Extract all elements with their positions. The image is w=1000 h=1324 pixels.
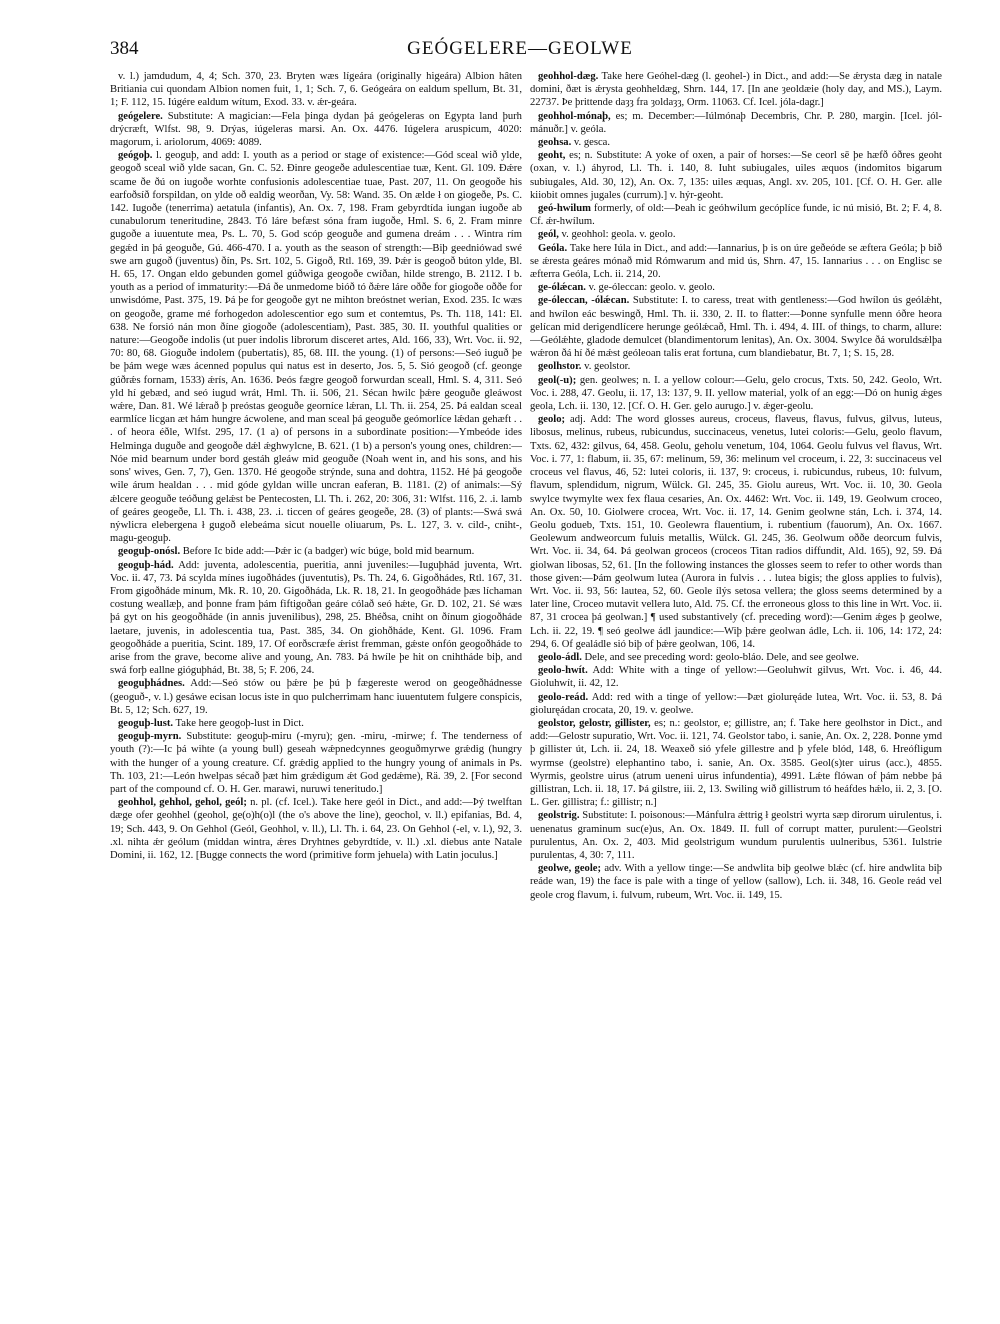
dictionary-entry: [110, 70, 522, 110]
dictionary-entry: [530, 374, 942, 414]
dictionary-entry: [530, 228, 942, 241]
running-head: GEÓGELERE—GEOLWE: [407, 38, 633, 59]
entry-headword: geolo-hwít.: [538, 665, 588, 677]
dictionary-entry: [530, 651, 942, 664]
entry-text: gen. geolwes; n. I. a yellow colour:—Gelu, gelo crocus, Txts. 50, 242. Geolo, Wrt. Voc. i. 288, 47. Geolu, ii. 17, 13: 137, 9. II. yellow material, yolk of an egg:—Dó on hunig ǽges geola, Lch. ii. 130, 12. [Cf. O. H. Ger. gelo aurugo.] v. ǽger-geolu.: [530, 374, 942, 413]
entry-headword: geohsa.: [538, 137, 572, 149]
dictionary-entry: [530, 413, 942, 651]
dictionary-entry: [530, 136, 942, 149]
entry-text: n. pl. (cf. Icel.). Take here geól in Dict., and add:—Þý twelftan dæge ofer geohhel (geohol, ge(o)h(o)l (the o's above the line), geochol, v. ll.) epifanias, Bd. 4, 19; Sch. 443, 9. On Gehhol (Geól, Geohhol, v. ll.), Ll. Th. i. 64, 23. On Gehhol (-el, v. l.), 92, 3. .xl. nihta ǽr geólum (middan wintra, ǽres Dryhtnes gebyrdtíde, v. ll.) .xl. diebus ante Natale Domini, ii. 162, 12. [Bugge connects the word (primitive form jehuela) with Latin joculus.]: [110, 797, 522, 861]
entry-text: Substitute: I. to caress, treat with gentleness:—God hwílon ús geólǽht, and hwílon eác beswingð, Hml. Th. ii. 330, 2. II. to flatter:—Þonne synfulle menn óðre heora gelícan mid derigendlícere herunge geólǽcað, Hml. Th. i. 494, 4. III. of things, to charm, allure:—Geólǽhte, gladode demulcet (blandimentorum lenitas), An. Ox. 3004. Swylce ðá woruldsǽlþa wǽron ðá hí ðé mǽst geóleoan talis erat fortuna, cum blandiebatur, Bt. 7, 1; S. 15, 28.: [530, 295, 942, 360]
entry-headword: geolo-reád.: [538, 691, 589, 703]
dictionary-entry: [530, 110, 942, 136]
entry-headword: geó-hwilum: [538, 203, 591, 215]
dictionary-entry: [530, 281, 942, 294]
entry-headword: geógoþ.: [118, 150, 153, 162]
entry-text: Before Ic bide add:—Þǽr ic (a badger) wíc búge, bold mid bearnum.: [182, 546, 475, 558]
entry-text: Take here Iúla in Dict., and add:—Iannarius, þ is on úre geðeóde se æftera Geóla; þ bið se ǽresta geáres mónað mid Rómwarum and mid ús, Shrn. 47, 15. Iannarius . . . on Englisc se æfterra Geóla, Lch. ii. 214, 20.: [530, 242, 942, 281]
entry-text: v. l.) jamdudum, 4, 4; Sch. 370, 23. Bryten wæs lígeára (originally higeára) Albion hâten Britiania cui quondam Albion nomen fuit, 1, 1; Sch. 7, 6. Geógeára on ealdum spellum, Bt. 31, 1; F. 112, 15. Iúgére ealdum wítum, Exod. 33. v. ǽr-geára.: [110, 71, 522, 109]
page-number: 384: [110, 38, 139, 59]
entry-text: Substitute: I. poisonous:—Mánfulra ǽttrig ł geolstri wyrta sæp dirorum uirulentus, i. uenenatus graminum suc(e)us, An. Ox. 1849. II. full of corrupt matter, purulent:—Geolstri purulentus, An. Ox. 2, 403. Mid geolstrigum wundum purulentis uulneribus, 5361. Iulstrie purulentas, 4, 30: 7, 111.: [530, 810, 942, 861]
page-header: [110, 38, 930, 68]
dictionary-entry: [530, 202, 942, 228]
entry-text: v. gesca.: [573, 137, 611, 149]
entry-headword: geol(-u);: [538, 374, 577, 386]
dictionary-entry: [530, 70, 942, 110]
entry-headword: geógelere.: [118, 110, 163, 122]
entry-headword: geoguþ-hád.: [118, 559, 174, 571]
dictionary-entry: [530, 717, 942, 809]
left-column: [110, 70, 522, 1290]
entry-text: formerly, of old:—Þeah ic geóhwilum gecóplíce funde, ic nú misió, Bt. 2; F. 4, 8. Cf. ǽr-hwílum.: [530, 203, 942, 228]
entry-headword: geoguþhádnes.: [118, 678, 185, 690]
entry-headword: geohhol-mónaþ,: [538, 110, 611, 122]
dictionary-entry: [110, 149, 522, 545]
entry-text: adv. With a yellow tinge:—Se andwlita biþ geolwe blǽc (cf. hire andwlita biþ reáde wan, 19) the face is pale with a tinge of yellow (sallow), Lch. ii. 348, 16. Geole reád vel geole crog flavum, i. fulvum, rubeum, Wrt. Voc. ii. 149, 15.: [530, 863, 942, 901]
dictionary-entry: [530, 691, 942, 717]
dictionary-entry: [110, 677, 522, 717]
entry-headword: geolo-ádl.: [538, 651, 582, 663]
entry-headword: ge-ólǽcan.: [538, 282, 586, 294]
dictionary-entry: [110, 545, 522, 558]
entry-text: Add:—Seó stów ou þǽre þe þú þ fægereste werod on geogeðhádnesse (geoguð-, v. l.) gesáwe ecisan locus iste in quo pulcherrimam hanc iuuentutem fulgere conspicis, Bt. 5, 12; Sch. 627, 19.: [110, 678, 522, 716]
entry-text: Take here Geóhel-dæg (l. geohel-) in Dict., and add:—Se ǽrysta dæg in natale domini, ðæt is ǽrysta geohheldæg, Shrn. 144, 17. [In ane ȝeoldæie (holy day, and MS.), Laym. 22737. Þe þrittende daȝȝ fra ȝoldaȝȝ, Orm. 11063. Cf. Icel. jóla-dagr.]: [530, 71, 942, 109]
entry-text: es; m. December:—Iúlmónaþ Decembris, Chr. P. 280, margin. [Icel. jól-mánuðr.] v. geóla.: [530, 110, 942, 135]
dictionary-entry: [530, 360, 942, 373]
dictionary-entry: [530, 294, 942, 360]
entry-headword: geolhstor.: [538, 361, 582, 373]
entry-text: Dele, and see preceding word: geolo-bláo. Dele, and see geolwe.: [584, 651, 859, 663]
entry-text: es; n.: geolstor, e; gillistre, an; f. Take here geolhstor in Dict., and add:—Gelostr supuratio, Wrt. Voc. ii. 121, 74. Geolstor tabo, i. sanie, An. Ox. 2, 228. Þonne ymd þ gillister út, Lch. ii. 24, 18. Weaxeð sió yfele gillestre and þ yfele blód, 148, 6. Hreófligum wyrmse (geolstre) elephantino tabo, i. sanie, An. Ox. 3585. Geol(s)ter uirus (acc.), 4855. Wyrmis, geolstre uirus (atrum ueneni uirus infundentia), 4991. Lǽte flówan of þám nebbe þá gillistran, Lch. ii. 18, 17. Þá gilstre, iii. 2, 13. Swiling wið gillistrum tó heáfdes hǽlo, ii. 2, 3. [O. L. Ger. gillistra; f.: gillistr; n.]: [530, 717, 942, 809]
entry-text: Take here geogoþ-lust in Dict.: [175, 717, 304, 729]
dictionary-entry: [530, 149, 942, 202]
entry-text: Add: juventa, adolescentia, pueritia, anni juveniles:—Iuguþhád juventa, Wrt. Voc. ii. 47, 73. Þá scylda mínes iugoðhádes (juventutis), Ps. Th. 24, 6. Gigoðhádes, Rtl. 167, 31. From gigoðháde minum, Mk. R. 10, 20. Gigoðháda, Lk. R. 18, 21. In geogoðháde þæs líchaman costung weallæþ, and þonne fram þám fiftigoðan geáre cólað seó hǽte, Gr. D. 102, 21. Sé wæs þá gyt on his geogoðháde (in annis juvenilibus), 298, 25. Bhéðsa, cniht on ðínum giogoðháde laetare, juvenis, in adolescentia tua, Past. 385, 34. On giohðháde, Kent. Gl. 1096. Fram geogoðháde a pueritia, Scint. 189, 17. Of eorðscræfe ǽrist fremman, gǽste onfón geogoðháde to arise from the grave, become alive and young, An. 783. Þá hwíle þe hit on cnihtháde biþ, and swá forþ eallne gióguþhád, Bt. 38, 5; F. 206, 24.: [110, 559, 522, 677]
entry-text: adj. Add: The word glosses aureus, croceus, flaveus, flavus, fulvus, gilvus, luteus, libosus, melinus, rubeus, rubicundus, succinaceus, venetus, lutei coloris:—Gelu, geolo flavum, Txts. 62, 432: gilvus, 64, 458. Geolu, geholu venetum, 104, 1064. Geolu fulvus vel flavus, Wrt. Voc. i. 77, 1: flabum, ii. 35, 67: melinum, 59, 36: melinum vel croceum, i. 22, 3: succinaceus vel croceus vel flavus, 46, 52: lutei coloris, ii. 137, 9: croceus, i. rubicundus, rubeus, 10: fulvum, flavum, splendidum, nigrum, Wülck. Gl. 245, 35. Giolu aureus, Wrt. Voc. ii. 10, 30. Geola swylce twymylte wex fex flaua cesaries, An. Ox. 4462: Wrt. Voc. ii. 149, 19. Geolwum croceo, An. Ox. 50, 10. Giolwere crocea, Wrt. Voc. ii. 17, 14. Genim geolwne stán, Lch. i. 374, 14. Geolu godueb, Txts. 151, 10. Geolewra flauentium, i. rubentium (fauorum), An. Ox. 1667. Geolewum andweorcum fuluis metallis, Wülck. Gl. 245, 36. Geolwum oððe deorcum fulvis, Wrt. Voc. ii. 34, 64. Þá geolwan groceos (croceos Titan radios diffundit, Ald. 165), 92, 59. Ðá giolwan libosas, 52, 61. [In the following instances the glosses seem to refer to other words than those given:—Þám geolwum lutea (Aurora in fulvis . . . lutea bigis; the gloss applies to fulvis), Wrt. Voc. ii. 93, 56: lautea, 52, 60. Geole ílýs setosa vellera; the gloss seems determined by a later line, Croceo mutavit vellera luto, Ald. 75. Cf. the erroneous gloss to this line in Wrt. Voc. ii. 87, 31 crocea þá geolwan.] ¶ used substantively (cf. preceding word):—Genim ǽges þ geolwe, Lch. ii. 22, 19. ¶ seó geolwe ádl jaundice:—Wiþ þǽre geolwan ádle, Lch. ii. 106, 14: 172, 24: 294, 6. Of gealádle sió biþ of þǽre geolwan, 106, 14.: [530, 414, 942, 650]
entry-text: Substitute: geoguþ-miru (-myru); gen. -miru, -mirwe; f. The tenderness of youth (?):—Ic þá wihte (a young bull) geseah wǽpnedcynnes geoguðmyrwe grǽdig (hungry with the hunger of a young creature. Cf. grǽdig applied to the hungry young of animals in Ps. Th. 103, 21:—León hwelpas sécað þæt him grǽdigum ǽt God gedǽme), Rä. 39, 2. [For second part of the compound cf. O. H. Ger. marawi, nuruwi teneritudo.]: [110, 731, 522, 795]
dictionary-entry: [110, 717, 522, 730]
entry-text: v. ge-óleccan: geolo. v. geolo.: [588, 282, 715, 294]
entry-text: Substitute: A magician:—Fela þinga dydan þá geógeleras on Egypta land þurh drýcræft, Wlfst. 98, 9. Drýas, iúgeleras marsi. An. Ox. 4476. Iúgelera aruspicum, 4020: magorum, i. ariolorum, 4069: 4089.: [110, 110, 522, 149]
dictionary-entry: [530, 809, 942, 862]
entry-headword: geoguþ-myrn.: [118, 731, 182, 743]
entry-text: Add: White with a tinge of yellow:—Geoluhwít gilvus, Wrt. Voc. i. 46, 44. Gioluhwít, ii. 42, 12.: [530, 665, 942, 690]
right-column: [530, 70, 942, 1290]
entry-headword: geolstor, gelostr, gillister,: [538, 717, 651, 729]
entry-headword: geohhol-dæg.: [538, 71, 599, 82]
dictionary-entry: [110, 796, 522, 862]
entry-headword: ge-óleccan, -ólǽcan.: [538, 295, 630, 307]
dictionary-entry: [530, 242, 942, 282]
dictionary-entry: [110, 559, 522, 678]
entry-headword: Geóla.: [538, 242, 568, 254]
entry-headword: geolwe, geole;: [538, 863, 602, 875]
entry-text: es; n. Substitute: A yoke of oxen, a pair of horses:—Se ceorl sē þe hæfð óðres geoht (oxan, v. l.) áhyrod, Ll. Th. i. 140, 8. Iuht subiugales, uiles æquos (indomitos bigarum subiugales, Ald. 30, 12), An. Ox. 7, 135: uiles æquas, Angl. xv. 205, 101. [Cf. O. H. Ger. alle kiiobit omnes jugales (currum).] v. hýr-geoht.: [530, 150, 942, 201]
entry-headword: geól,: [538, 229, 559, 241]
dictionary-entry: [110, 730, 522, 796]
dictionary-entry: [530, 862, 942, 902]
entry-headword: geoguþ-onósl.: [118, 546, 181, 558]
entry-headword: geohhol, gehhol, gehol, geól;: [118, 797, 247, 809]
dictionary-entry: [530, 664, 942, 690]
entry-text: v. geohhol: geola. v. geolo.: [561, 229, 676, 241]
entry-text: v. geolstor.: [584, 361, 631, 373]
entry-text: l. geoguþ, and add: I. youth as a period or stage of existence:—Gód sceal wið ylde, geogoð sceal wið ylde sacan, Gn. C. 52. Ðinre geogeðe adulescentiae tuæ, Kent. Gl. 109. Ðǽre scame ðe ðú on iugoðe worhte confusionis adolescentiae tuae, Past. 207, 11. On geogoðe his earfoðsíð forspildan, on ylde oð ealdig weorðan, Vy. 58: Wand. 35. On ælde ł on giogeðe, Ps. C. 142. Iugoðe (tenerrima) aetatula (infantis), An. Ox. 7, 198. Fram gebyrdtída iungan iugoðe ab cunabulorum teneritudine, 2843. Tó láre befæst sóna fram iugoðe, Hml. S. 6, 2. Fram minre gugoðe a iuuentute mea, Ps. L. 70, 5. God scóp geoguðe and gumena dreám . . . Wintra rím gegǽd in þá geoguðe, Gú. 466-470. I a. youth as the season of strength:—Biþ geedniówad swé swe arn gugoð (juventus) ðín, Ps. Srt. 102, 5. Gigoð, Rtl. 169, 39. Þǽr is geogoð búton ylde, Bl. H. 65, 17. Ongan eldo gebunden gomel gúðwiga geogoðe cwíðan, hilde strengo, B. 2112. I b. youth as a period of immaturity:—Ðá ðe unmedome bióð tó ðǽre láre oððe for giogoðe oððe for unwisdóme, Past. 375, 19. Þá þe for geogoðe gyt ne mihton breóstnet werian, Exod. 235. Ic wæs on geogoðe, grame mé forhogedon adolescentior ego sum et contemtus, Ps. Th. 118, 141: El. 638. Ne forsió nán mon ðíne giogoðe (adolescentiam), Past. 385, 30. II. youthful qualities or nature:—Geogoðe indolis (ut puer indolis librorum disceret artes, Ald. 166, 33), Wrt. Voc. ii. 92, 70: 80, 68. Gioguðe indolem (pubertatis), 85, 68. III. the young. (1) of persons:—Seó iuguð þe be þám wege wæs ácenned populus qui natus est in deserto, Jos. 5, 5. Sió geogoð (cf. geonge gúðrǽs fornam, 1533) ǽrís, An. 1636. Þeós fægre geogoð forwurdan sceall, Hml. S. 4, 311. Seó yld hí gebæd, and seó iugud wrát, Hml. Th. ii. 506, 21. Sécan hwilc þǽre geoguðe gleáwost wǽre, Dan. 81. Wé lǽrað þ preóstas geoguðe georníce lǽran, Ll. Th. ii. 254, 25. Þá ealdan sceal earmlíce licgan æt hám hungre ácwolene, and man sceal þá geoguðe geómorlíce lǽdan gehæft . . . of heora éðle, Wlfst. 295, 17. (1 a) of persons in a subordinate position:—Ymbeóde ides Helminga duguðe and geogoðe dǽl ǽghwylcne, B. 621. (1 b) a person's young ones, children:—Nóe mid bearnum under bord gestáh gleáw mid geoguðe (Noah went in, and his sons, and his sons' wives, Gen. 7, 7), Gen. 1370. Hé geogoðe strýnde, suna and dohtra, 1152. Hé þá geogoðe wile árum healdan . . . mid góde gyldan wille uncran eaferan, B. 1181. (2) of animals:—Sý ǽlcere geoguðe teóðung gelǽst be Pentecosten, Ll. Th. i. 262, 20: 306, 31: Wlfst. 116, 2. .i. lamb of geáres geogeðe, Ll. Th. i. 438, 23. .i. ticcen of geáres geogeðe, 28. (3) of plants:—Swá swá nýwlicra elebergena ł gugoð elebeáma sicut nouelle oliuarum, Ps. L. 127, 3. v. cild-, cniht-, magu-geoguþ.: [110, 150, 522, 545]
entry-headword: geoguþ-lust.: [118, 717, 174, 729]
entry-headword: geolo;: [538, 414, 566, 426]
entry-headword: geoht,: [538, 150, 566, 162]
dictionary-entry: [110, 110, 522, 150]
entry-text: Add: red with a tinge of yellow:—Þæt gioluręáde lutea, Wrt. Voc. ii. 53, 8. Þá gioluręádan crocata, 20, 19. v. geolwe.: [530, 691, 942, 716]
entry-headword: geolstrig.: [538, 810, 580, 822]
